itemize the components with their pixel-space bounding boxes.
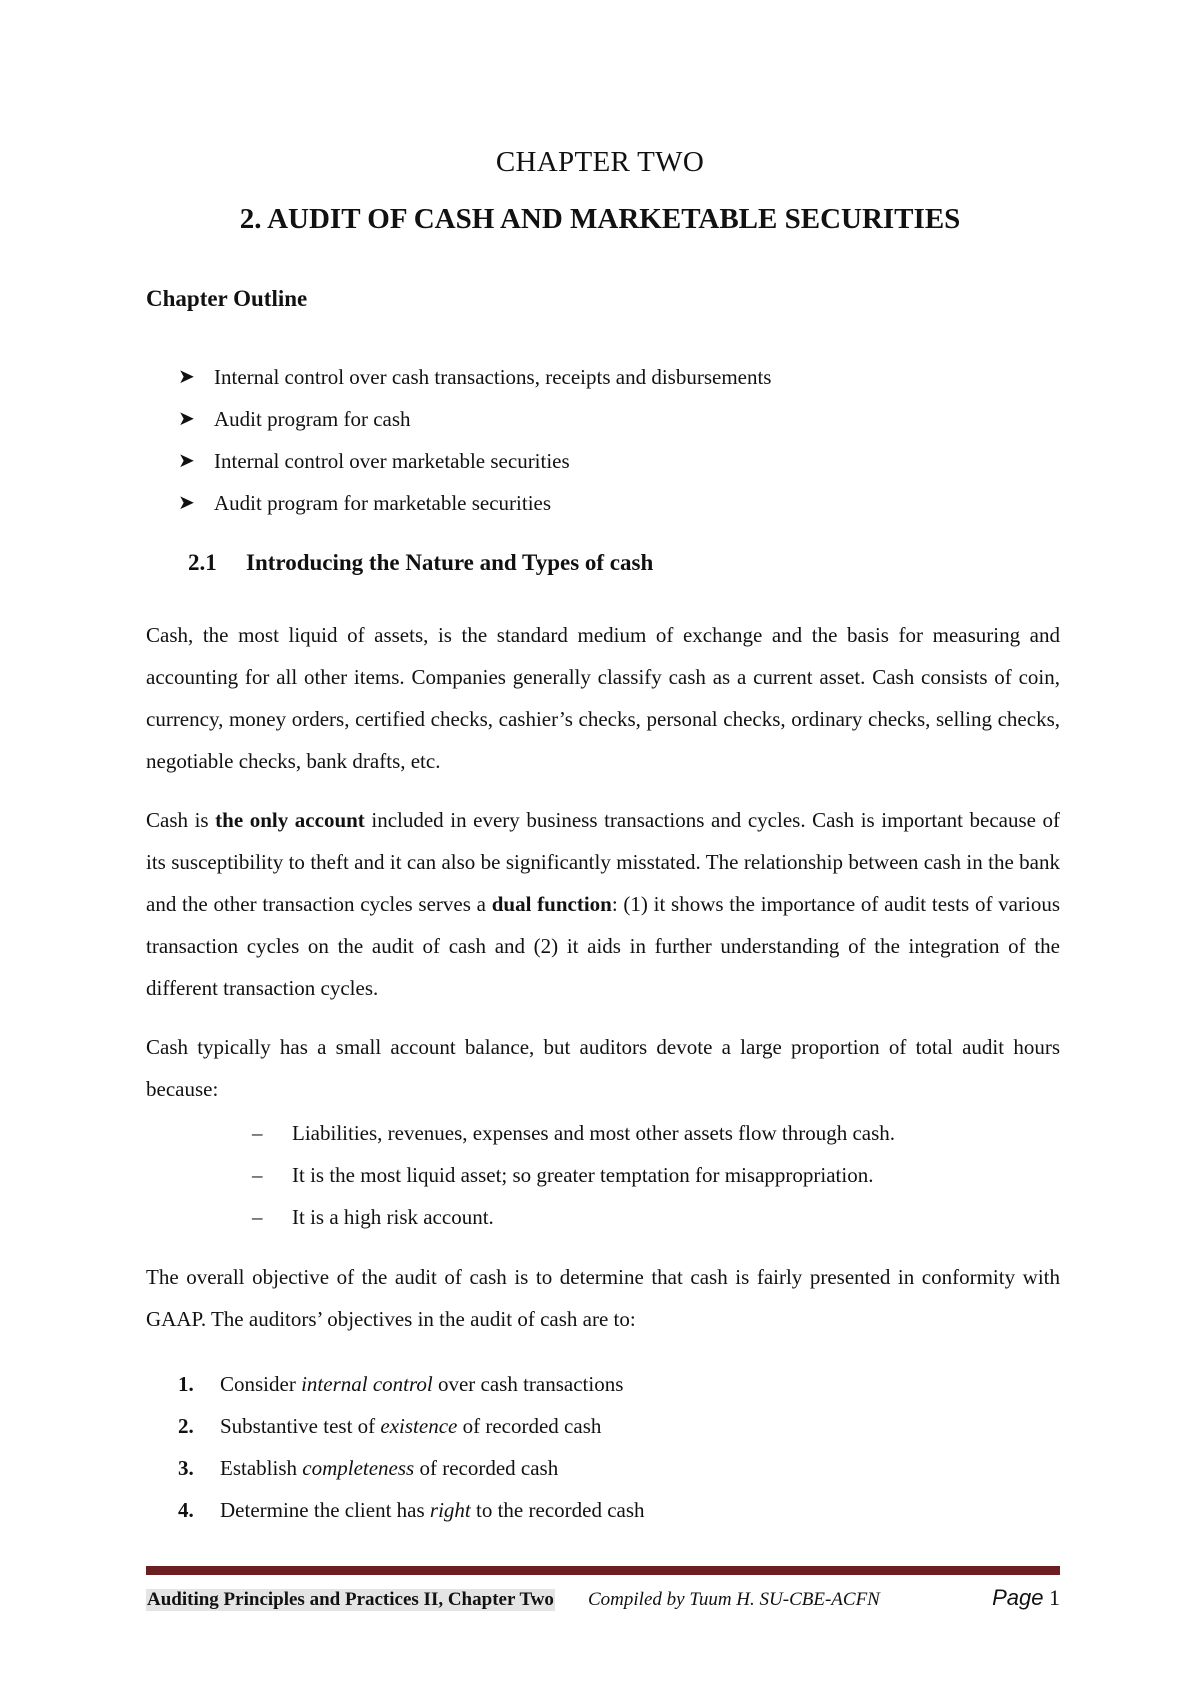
footer-course-title: Auditing Principles and Practices II, Chapter Two bbox=[147, 1589, 554, 1610]
reasons-list bbox=[252, 1112, 895, 1238]
item-number: 3. bbox=[178, 1455, 194, 1480]
list-item bbox=[252, 1112, 895, 1154]
outline-item-text: Audit program for marketable securities bbox=[214, 490, 552, 515]
outline-list bbox=[178, 356, 771, 524]
paragraph-audit-objective: The overall objective of the audit of cash is to determine that cash is fairly presented in conformity with GAAP. The auditors’ objectives in the audit of cash are to: bbox=[146, 1265, 1060, 1331]
chapter-title: 2. AUDIT OF CASH AND MARKETABLE SECURITIES bbox=[239, 203, 961, 235]
emphasis-text: dual function bbox=[491, 892, 612, 916]
footer-rule bbox=[146, 1566, 1060, 1575]
list-item-text: Consider internal control over cash transactions bbox=[220, 1371, 624, 1396]
list-item-text: Substantive test of existence of recorded cash bbox=[220, 1413, 602, 1438]
paragraph-text: : (1) it shows the importance of audit tests of various transaction cycles on the audit of cash and (2) it aids in further understanding of the integration of the different transaction cycles. bbox=[146, 892, 1061, 1000]
outline-item-text: Internal control over cash transactions, receipts and disbursements bbox=[214, 364, 772, 389]
list-item bbox=[252, 1196, 895, 1238]
list-item bbox=[178, 1405, 645, 1447]
list-item-text: Liabilities, revenues, expenses and most other assets flow through cash. bbox=[292, 1120, 896, 1145]
item-number: 1. bbox=[178, 1371, 194, 1396]
outline-item bbox=[178, 482, 771, 524]
footer-compiled-by: Compiled by Tuum H. SU-CBE-ACFN bbox=[588, 1589, 880, 1610]
outline-item-text: Audit program for cash bbox=[214, 406, 411, 431]
paragraph-audit-hours: Cash typically has a small account balance, but auditors devote a large proportion of total audit hours because: bbox=[146, 1035, 1060, 1101]
dash-bullet-icon: – bbox=[252, 1204, 263, 1229]
outline-item-text: Internal control over marketable securities bbox=[214, 448, 570, 473]
page-footer bbox=[146, 1585, 1060, 1617]
arrow-bullet-icon: ➤ bbox=[178, 450, 195, 472]
dash-bullet-icon: – bbox=[252, 1162, 263, 1187]
section-number: 2.1 bbox=[188, 550, 217, 575]
paragraph-cash-definition: Cash, the most liquid of assets, is the standard medium of exchange and the basis for measuring and accounting for all other items. Companies generally classify cash as a current asset. Cash consists of coin, currency, money orders, certified checks, cashier’s checks, personal checks, ordinary checks, selling checks, negotiable checks, bank drafts, etc. bbox=[146, 623, 1060, 773]
section-title: Introducing the Nature and Types of cash bbox=[246, 550, 654, 575]
list-item bbox=[252, 1154, 895, 1196]
paragraph-text: Cash is bbox=[146, 808, 216, 832]
paragraph-text: included in every business transactions and cycles. Cash is important because of its susceptibility to theft and it can also be significantly misstated. The relationship between cash in the bank and the other transaction cycles serves a bbox=[146, 808, 1061, 916]
list-item-text: Establish completeness of recorded cash bbox=[220, 1455, 559, 1480]
emphasis-text: the only account bbox=[215, 808, 365, 832]
outline-item bbox=[178, 440, 771, 482]
item-number: 4. bbox=[178, 1497, 194, 1522]
objectives-list bbox=[178, 1363, 645, 1531]
outline-item bbox=[178, 398, 771, 440]
chapter-label: CHAPTER TWO bbox=[495, 146, 705, 178]
arrow-bullet-icon: ➤ bbox=[178, 366, 195, 388]
list-item bbox=[178, 1363, 645, 1405]
dash-bullet-icon: – bbox=[252, 1120, 263, 1145]
item-number: 2. bbox=[178, 1413, 194, 1438]
list-item-text: Determine the client has right to the recorded cash bbox=[220, 1497, 645, 1522]
list-item-text: It is the most liquid asset; so greater temptation for misappropriation. bbox=[292, 1162, 874, 1187]
list-item bbox=[178, 1489, 645, 1531]
outline-item bbox=[178, 356, 771, 398]
paragraph-cash-importance bbox=[146, 799, 1060, 1009]
outline-heading: Chapter Outline bbox=[146, 286, 308, 311]
section-heading bbox=[188, 550, 653, 576]
arrow-bullet-icon: ➤ bbox=[178, 408, 195, 430]
list-item-text: It is a high risk account. bbox=[292, 1204, 494, 1229]
list-item bbox=[178, 1447, 645, 1489]
arrow-bullet-icon: ➤ bbox=[178, 492, 195, 514]
page-number: Page 1 bbox=[992, 1585, 1060, 1610]
